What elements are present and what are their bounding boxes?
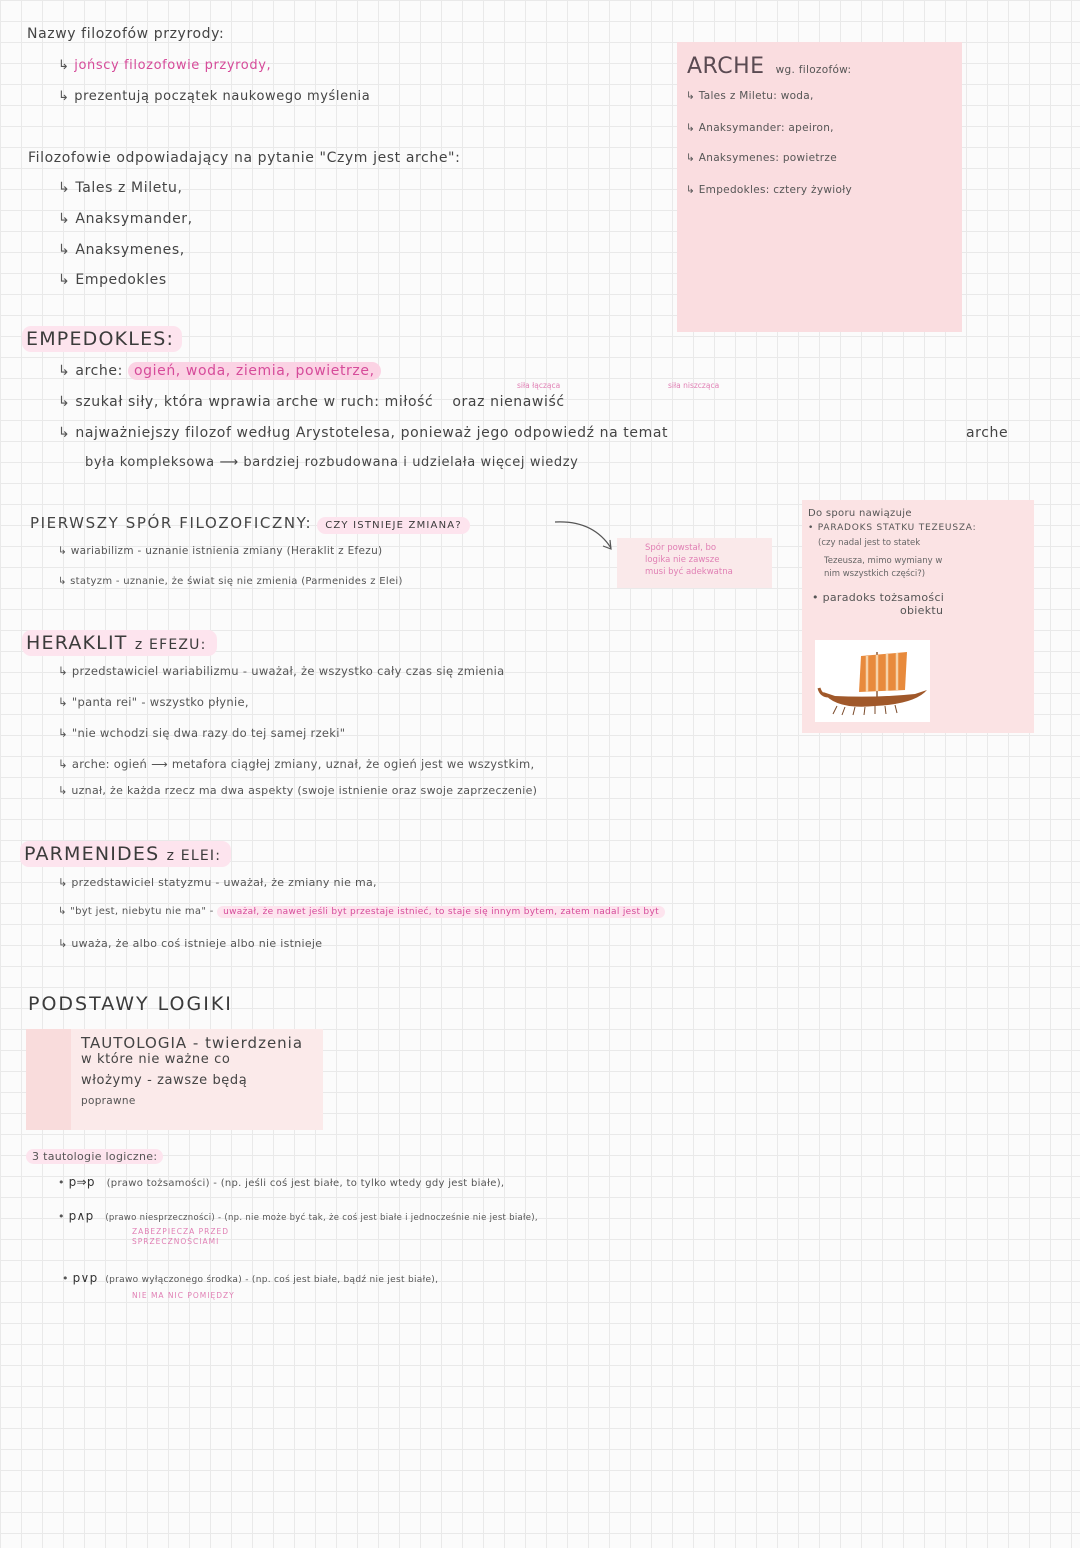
theseus-item2 [812, 591, 944, 604]
item-text: Tales z Miletu, [75, 180, 183, 196]
theseus-item2-line: obiektu [900, 604, 944, 617]
intro-item-text: prezentują początek naukowego myślenia [74, 89, 371, 104]
item-text: arche: ogień ⟶ metafora ciągłej zmiany, uznał, że ogień jest we wszystkim, [71, 757, 535, 771]
dispute-heading [30, 513, 470, 532]
heading-from: z ELEI: [166, 848, 222, 864]
tautology-line: TAUTOLOGIA - twierdzenia [81, 1034, 304, 1052]
dispute-item [58, 545, 382, 557]
item-text: Anaksymenes: powietrze [698, 152, 837, 164]
tautology-line: włożymy - zawsze będą [81, 1073, 248, 1088]
parmenides-item [58, 937, 322, 950]
tautology-line: poprawne [81, 1095, 136, 1107]
hate-note: siła niszcząca [668, 381, 720, 390]
love-text: miłość [384, 394, 434, 410]
curved-arrow-icon [553, 516, 623, 556]
question-badge: CZY ISTNIEJE ZMIANA? [317, 517, 470, 534]
arche-subtitle: wg. filozofów: [775, 64, 852, 76]
heading-text: PIERWSZY SPÓR FILOZOFICZNY: [30, 514, 313, 532]
arche-box-item [686, 90, 814, 102]
arrow-icon: ↳ [58, 906, 71, 917]
arche-box-item [686, 184, 852, 196]
dispute-item [58, 576, 403, 587]
item-text: paradoks tożsamości [822, 591, 945, 604]
arrow-icon: ↳ [58, 757, 72, 771]
heading-highlight [20, 841, 231, 867]
arrow-icon: ↳ [58, 425, 76, 441]
empedokles-line-1 [58, 363, 381, 379]
parmenides-item [58, 876, 377, 889]
item-text: Empedokles: cztery żywioły [698, 184, 853, 196]
heading-from: z EFEZU: [134, 637, 207, 653]
item-text: Anaksymander: apeiron, [698, 122, 834, 134]
highlight-text: ogień, woda, ziemia, powietrze, [128, 362, 381, 380]
arche-question-item [58, 272, 167, 288]
tautology-item [58, 1209, 538, 1223]
arrow-icon: ↳ [58, 58, 75, 73]
arrow-icon: ↳ [58, 363, 76, 379]
item-text: Anaksymenes, [75, 242, 185, 258]
title-text: 3 tautologie logiczne: [26, 1149, 163, 1164]
heading-text: EMPEDOKLES: [22, 326, 182, 352]
item-text: wariabilizm - uznanie istnienia zmiany (Heraklit z Efezu) [70, 545, 383, 557]
text: najważniejszy filozof według Arystotelesa, ponieważ jego odpowiedź na temat [75, 425, 669, 441]
theseus-intro: Do sporu nawiązuje [808, 508, 912, 519]
arrow-icon: ↳ [58, 180, 76, 196]
highlight-text: uważał, że nawet jeśli byt przestaje istnieć, to staje się innym bytem, zatem nadal jest byt [217, 906, 665, 918]
item-text: "nie wchodzi się dwa razy do tej samej rzeki" [71, 726, 346, 740]
arche-question-item [58, 211, 193, 227]
heading-highlight [22, 630, 217, 656]
item-text: "byt jest, niebytu nie ma" - [70, 906, 214, 917]
label: arche: [75, 363, 123, 379]
empedokles-line-2 [58, 394, 565, 410]
arrow-icon: ↳ [686, 152, 699, 164]
theseus-item1-line: nim wszystkich części?) [824, 569, 926, 579]
intro-item-1 [58, 58, 271, 73]
ship-image [815, 640, 930, 722]
three-tautologies-title [26, 1150, 163, 1163]
arrow-icon: ↳ [58, 664, 72, 678]
arrow-icon: ↳ [58, 876, 72, 889]
arrow-icon: ↳ [686, 90, 699, 102]
item-text: (prawo tożsamości) - (np. jeśli coś jest białe, to tylko wtedy gdy jest białe), [106, 1178, 505, 1189]
parmenides-item [58, 906, 665, 917]
tautology-note: ZABEZPIECZA PRZED SPRZECZNOŚCIAMI [132, 1227, 230, 1246]
empedokles-heading [22, 328, 182, 350]
bullet: • [58, 1210, 69, 1223]
item-text: "panta rei" - wszystko płynie, [71, 695, 249, 709]
arrow-icon: ↳ [58, 272, 76, 288]
arrow-icon: ↳ [58, 726, 72, 740]
tautology-item [58, 1175, 504, 1189]
side-note-line: Spór powstał, bo [645, 543, 717, 553]
intro-item-text: jońscy filozofowie przyrody, [74, 58, 272, 73]
arche-question-item [58, 242, 185, 258]
item-title: PARADOKS STATKU TEZEUSZA: [817, 523, 977, 533]
empedokles-line-4: była kompleksowa ⟶ bardziej rozbudowana i udzielała więcej wiedzy [85, 455, 579, 470]
theseus-item1-line: Tezeusza, mimo wymiany w [824, 556, 943, 566]
side-note-line: logika nie zawsze [645, 555, 720, 565]
text: szukał siły, która wprawia arche w ruch: [75, 394, 380, 410]
arche-box-item [686, 152, 837, 164]
heraklit-item [58, 664, 505, 678]
tautology-line: w które nie ważne co [81, 1052, 231, 1067]
intro-item-2 [58, 89, 370, 104]
item-text: Empedokles [75, 272, 167, 288]
arche-title: ARCHE [687, 54, 765, 79]
parmenides-heading [20, 843, 231, 865]
love-note: siła łącząca [517, 381, 561, 390]
arche-question-item [58, 180, 183, 196]
side-note-line: musi być adekwatna [645, 567, 733, 577]
arrow-icon: ↳ [58, 695, 72, 709]
item-text: (prawo wyłączonego środka) - (np. coś jest białe, bądź nie jest białe), [105, 1275, 439, 1285]
and-text: oraz [452, 394, 486, 410]
item-text: statyzm - uznanie, że świat się nie zmienia (Parmenides z Elei) [70, 576, 403, 587]
arrow-icon: ↳ [686, 122, 699, 134]
bullet: • [812, 591, 823, 604]
heading-text: PARMENIDES [24, 843, 160, 865]
theseus-item1-line: (czy nadal jest to statek [818, 538, 921, 548]
heraklit-item [58, 695, 249, 709]
arrow-icon: ↳ [58, 89, 75, 104]
heraklit-item [58, 784, 537, 797]
arrow-icon: ↳ [58, 545, 71, 557]
item-text: przedstawiciel statyzmu - uważał, że zmiany nie ma, [71, 876, 377, 889]
ship-illustration [815, 640, 930, 722]
arrow-icon: ↳ [58, 937, 72, 950]
tautology-item [62, 1271, 438, 1285]
bullet: • [58, 1176, 69, 1189]
heraklit-item [58, 726, 345, 740]
formula: p∨p [72, 1271, 98, 1285]
item-text: uważa, że albo coś istnieje albo nie istnieje [71, 937, 323, 950]
bullet: • [808, 523, 818, 533]
empedokles-line-3-end: arche [966, 425, 1009, 441]
item-text: uznał, że każda rzecz ma dwa aspekty (swoje istnienie oraz swoje zaprzeczenie) [71, 784, 538, 797]
arrow-icon: ↳ [58, 242, 76, 258]
tautology-note: NIE MA NIC POMIĘDZY [132, 1291, 235, 1300]
arche-box-title [687, 54, 851, 79]
heading-text: HERAKLIT [26, 632, 128, 654]
item-text: przedstawiciel wariabilizmu - uważał, że wszystko cały czas się zmienia [71, 664, 505, 678]
intro-title: Nazwy filozofów przyrody: [27, 26, 225, 42]
bullet: • [62, 1272, 73, 1285]
arche-box-item [686, 122, 834, 134]
item-text: Anaksymander, [75, 211, 193, 227]
theseus-item1-title [808, 523, 976, 533]
formula: p⇒p [68, 1175, 95, 1189]
arrow-icon: ↳ [58, 394, 76, 410]
arrow-icon: ↳ [58, 576, 71, 587]
tautology-box-accent [26, 1029, 71, 1130]
arrow-icon: ↳ [686, 184, 699, 196]
item-text: Tales z Miletu: woda, [698, 90, 814, 102]
empedokles-line-3 [58, 425, 668, 441]
heraklit-item [58, 757, 534, 771]
arrow-icon: ↳ [58, 211, 76, 227]
logic-heading: PODSTAWY LOGIKI [28, 993, 233, 1015]
heraklit-heading [22, 632, 217, 654]
arche-question-title: Filozofowie odpowiadający na pytanie "Czym jest arche": [28, 150, 461, 166]
hate-text: nienawiść [490, 394, 565, 410]
arrow-icon: ↳ [58, 784, 72, 797]
formula: p∧p [68, 1209, 94, 1223]
item-text: (prawo niesprzeczności) - (np. nie może być tak, że coś jest białe i jednocześnie nie jest białe), [105, 1213, 538, 1223]
